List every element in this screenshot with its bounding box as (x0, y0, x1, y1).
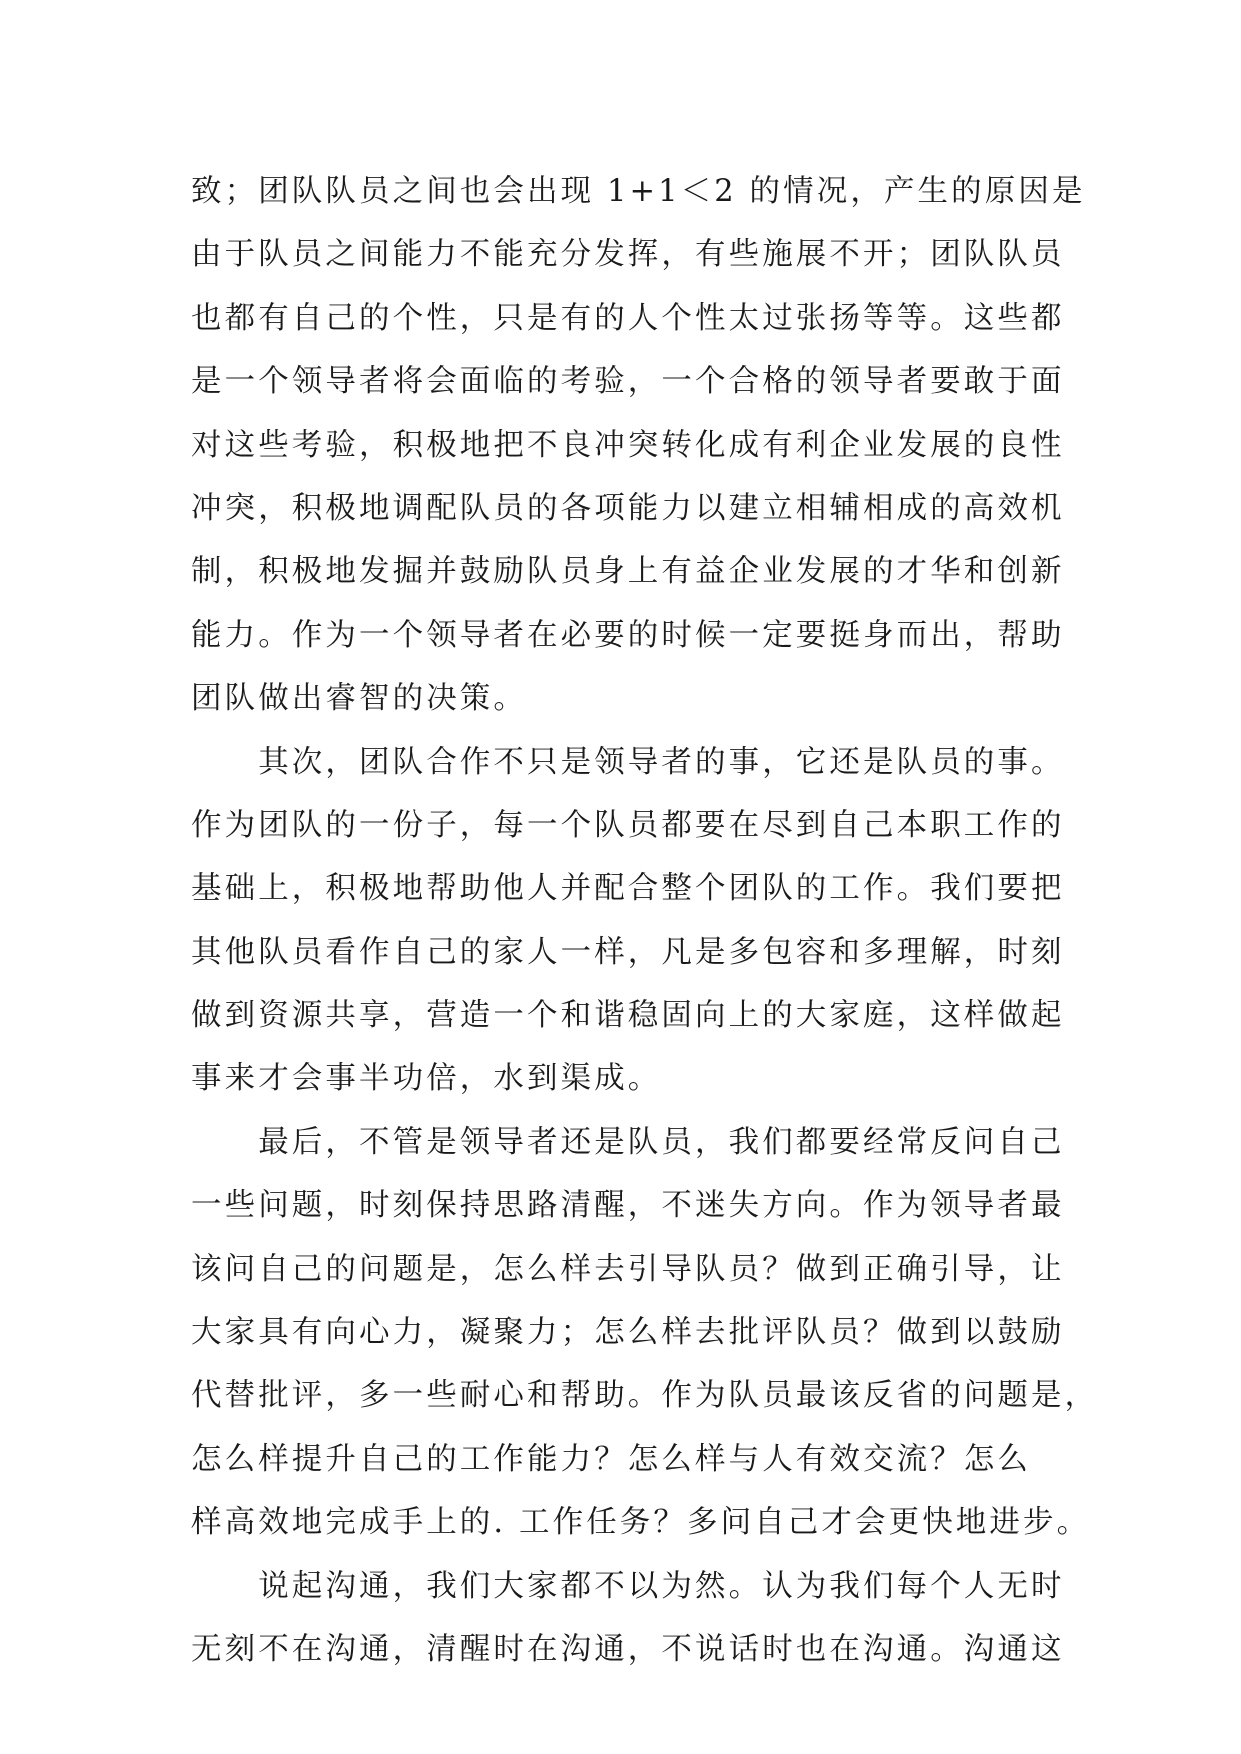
text-line: 基础上，积极地帮助他人并配合整个团队的工作。我们要把 (191, 871, 1065, 907)
text-line: 能力。作为一个领导者在必要的时候一定要挺身而出，帮助 (191, 617, 1065, 653)
text-line: 一些问题，时刻保持思路清醒，不迷失方向。作为领导者最 (191, 1188, 1065, 1224)
text-line: 代替批评，多一些耐心和帮助。作为队员最该反省的问题是， (191, 1378, 1099, 1414)
text-line: 冲突，积极地调配队员的各项能力以建立相辅相成的高效机 (191, 490, 1065, 526)
text-line: 其次，团队合作不只是领导者的事，它还是队员的事。 (191, 744, 1065, 780)
text-line: 由于队员之间能力不能充分发挥，有些施展不开；团队队员 (191, 237, 1065, 273)
text-line: 样高效地完成手上的. 工作任务？多问自己才会更快地进步。 (191, 1505, 1091, 1541)
text-line: 无刻不在沟通，清醒时在沟通，不说话时也在沟通。沟通这 (191, 1631, 1065, 1667)
text-line: 对这些考验，积极地把不良冲突转化成有利企业发展的良性 (191, 427, 1065, 463)
text-line: 最后，不管是领导者还是队员，我们都要经常反问自己 (191, 1124, 1065, 1160)
text-line: 致；团队队员之间也会出现 1+1＜2 的情况，产生的原因是 (191, 174, 1086, 209)
text-line: 制，积极地发掘并鼓励队员身上有益企业发展的才华和创新 (191, 554, 1065, 590)
text-line: 说起沟通，我们大家都不以为然。认为我们每个人无时 (191, 1568, 1065, 1604)
body-text (191, 160, 1099, 1681)
text-line: 大家具有向心力，凝聚力；怎么样去批评队员？做到以鼓励 (191, 1315, 1065, 1351)
text-line: 怎么样提升自己的工作能力？怎么样与人有效交流？怎么 (191, 1441, 1031, 1477)
text-line: 该问自己的问题是，怎么样去引导队员？做到正确引导，让 (191, 1251, 1065, 1287)
text-line: 事来才会事半功倍，水到渠成。 (191, 1061, 662, 1097)
text-line: 是一个领导者将会面临的考验，一个合格的领导者要敢于面 (191, 364, 1065, 400)
text-line: 做到资源共享，营造一个和谐稳固向上的大家庭，这样做起 (191, 998, 1065, 1034)
text-line: 其他队员看作自己的家人一样，凡是多包容和多理解，时刻 (191, 934, 1065, 970)
text-line: 作为团队的一份子，每一个队员都要在尽到自己本职工作的 (191, 807, 1065, 843)
text-line: 团队做出睿智的决策。 (191, 681, 527, 717)
text-line: 也都有自己的个性，只是有的人个性太过张扬等等。这些都 (191, 300, 1065, 336)
